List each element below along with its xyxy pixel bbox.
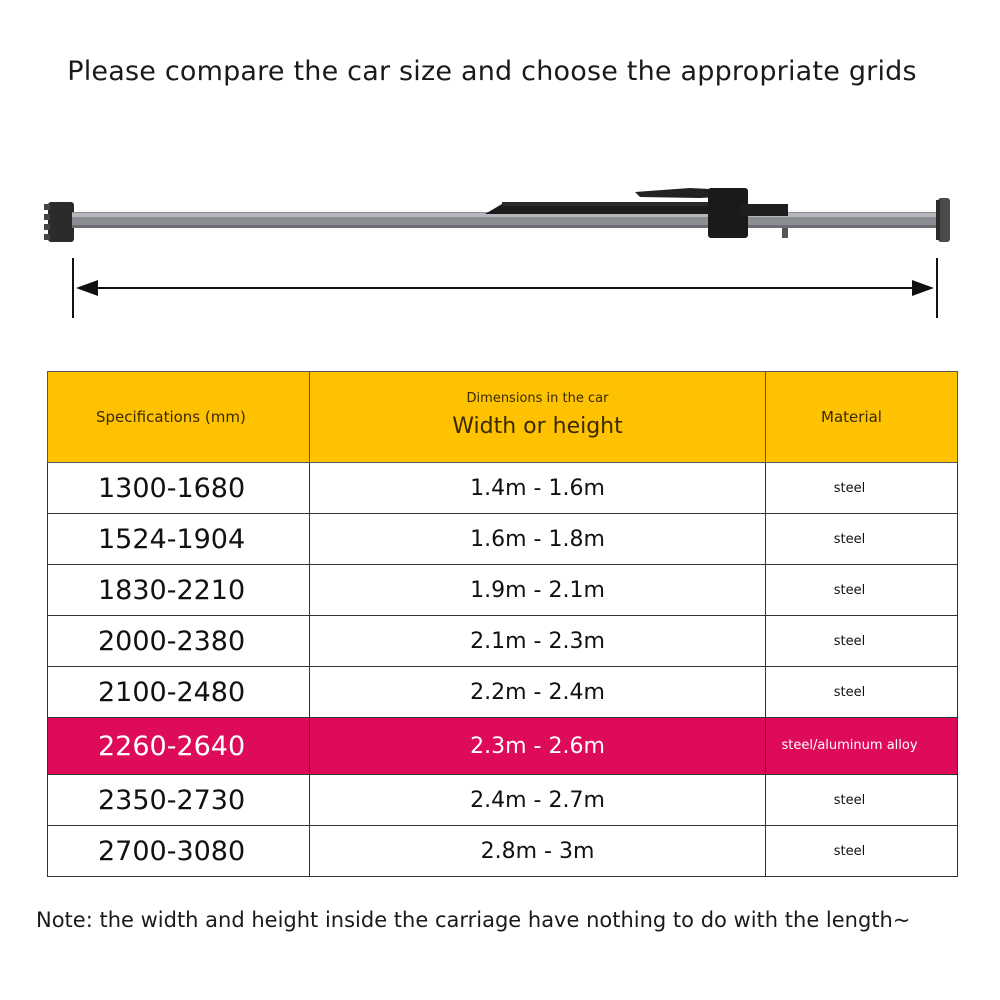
table-row xyxy=(48,826,958,877)
row-material: steel/aluminum alloy xyxy=(766,718,958,775)
row-dimensions: 1.4m - 1.6m xyxy=(310,463,766,514)
left-end-cap xyxy=(44,202,74,242)
row-spec: 1300-1680 xyxy=(48,463,310,514)
header-dim-main: Width or height xyxy=(452,414,623,439)
table-header-row xyxy=(48,372,958,463)
row-spec: 2700-3080 xyxy=(48,826,310,877)
table-row xyxy=(48,565,958,616)
table-row xyxy=(48,514,958,565)
row-dimensions: 2.2m - 2.4m xyxy=(310,667,766,718)
footnote: Note: the width and height inside the carriage have nothing to do with the length~ xyxy=(36,908,911,932)
ratchet-mechanism xyxy=(485,188,788,238)
table-row xyxy=(48,775,958,826)
row-material: steel xyxy=(766,463,958,514)
table-row xyxy=(48,667,958,718)
cargo-bar-icon xyxy=(40,180,960,320)
row-material: steel xyxy=(766,667,958,718)
row-material: steel xyxy=(766,826,958,877)
row-spec: 1830-2210 xyxy=(48,565,310,616)
row-spec: 2260-2640 xyxy=(48,718,310,775)
row-dimensions: 2.4m - 2.7m xyxy=(310,775,766,826)
spec-table xyxy=(47,371,958,877)
header-material: Material xyxy=(766,372,958,463)
row-material: steel xyxy=(766,775,958,826)
row-material: steel xyxy=(766,616,958,667)
headline: Please compare the car size and choose the appropriate grids xyxy=(67,56,917,87)
header-dimensions xyxy=(310,372,766,463)
row-material: steel xyxy=(766,565,958,616)
row-spec: 2000-2380 xyxy=(48,616,310,667)
row-dimensions: 2.3m - 2.6m xyxy=(310,718,766,775)
row-dimensions: 2.8m - 3m xyxy=(310,826,766,877)
row-material: steel xyxy=(766,514,958,565)
row-dimensions: 1.9m - 2.1m xyxy=(310,565,766,616)
row-dimensions: 2.1m - 2.3m xyxy=(310,616,766,667)
row-spec: 2350-2730 xyxy=(48,775,310,826)
header-dim-sub: Dimensions in the car xyxy=(466,391,609,406)
row-spec: 1524-1904 xyxy=(48,514,310,565)
table-row-highlighted xyxy=(48,718,958,775)
table-row xyxy=(48,463,958,514)
table-row xyxy=(48,616,958,667)
row-spec: 2100-2480 xyxy=(48,667,310,718)
right-end-cap xyxy=(936,198,950,242)
double-arrow-icon xyxy=(73,258,937,318)
header-spec: Specifications (mm) xyxy=(48,372,310,463)
row-dimensions: 1.6m - 1.8m xyxy=(310,514,766,565)
